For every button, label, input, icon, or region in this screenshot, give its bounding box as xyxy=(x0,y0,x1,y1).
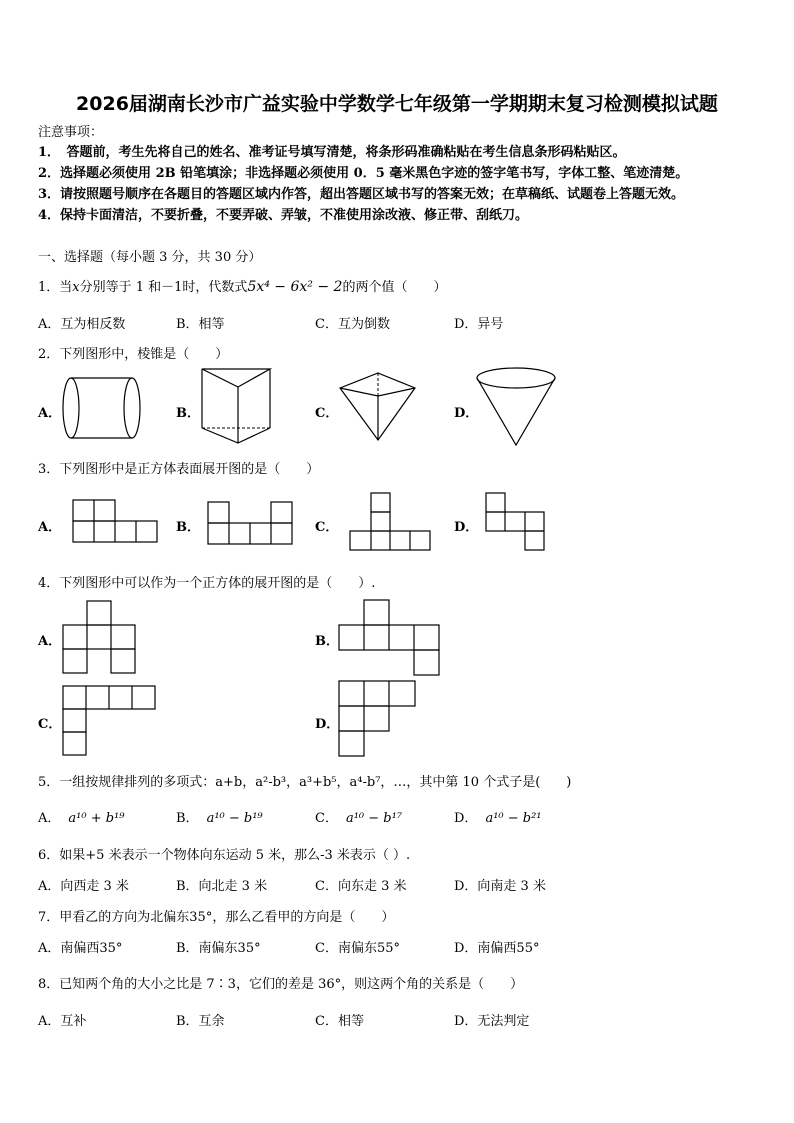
question-6: 6．如果+5 米表示一个物体向东运动 5 米，那么-3 米表示（ ）. xyxy=(38,848,411,863)
cone-figure xyxy=(476,366,561,448)
question-1 xyxy=(38,276,446,295)
q8-option-c[interactable]: C．相等 xyxy=(315,1014,364,1029)
q2-label-a[interactable]: A． xyxy=(38,406,62,421)
page-title: 2026届湖南长沙市广益实验中学数学七年级第一学期期末复习检测模拟试题 xyxy=(76,93,718,115)
q2-label-d[interactable]: D． xyxy=(454,406,479,421)
q5-option-d-expr: a¹⁰ − b²¹ xyxy=(485,811,542,826)
q3-label-b[interactable]: B． xyxy=(176,520,200,535)
q4-label-d[interactable]: D． xyxy=(315,717,340,732)
q1-pre: 1．当 xyxy=(38,280,73,295)
question-8: 8．已知两个角的大小之比是 7∶3，它们的差是 36°，则这两个角的关系是（ ） xyxy=(38,977,524,992)
q5-option-c-expr: a¹⁰ − b¹⁷ xyxy=(345,811,403,826)
q1-option-b[interactable]: B．相等 xyxy=(176,317,225,332)
q1-option-a[interactable]: A．互为相反数 xyxy=(38,317,126,332)
q8-option-b[interactable]: B．互余 xyxy=(176,1014,225,1029)
q6-option-a[interactable]: A．向西走 3 米 xyxy=(38,879,129,894)
q6-option-c[interactable]: C．向东走 3 米 xyxy=(315,879,407,894)
cylinder-figure xyxy=(60,375,150,445)
q4-net-a xyxy=(63,601,143,676)
q7-option-a[interactable]: A．南偏西35° xyxy=(38,941,123,956)
q8-option-d[interactable]: D．无法判定 xyxy=(454,1014,530,1029)
q5-option-c-label: C． xyxy=(315,811,338,826)
q5-option-b[interactable] xyxy=(176,807,263,826)
q3-label-d[interactable]: D． xyxy=(454,520,479,535)
q2-label-b[interactable]: B． xyxy=(176,406,200,421)
q8-option-a[interactable]: A．互补 xyxy=(38,1014,87,1029)
q3-label-c[interactable]: C． xyxy=(315,520,339,535)
q3-net-c xyxy=(350,493,440,553)
q1-option-c[interactable]: C．互为倒数 xyxy=(315,317,390,332)
q4-label-a[interactable]: A． xyxy=(38,634,62,649)
q2-label-c[interactable]: C． xyxy=(315,406,339,421)
q6-option-d[interactable]: D．向南走 3 米 xyxy=(454,879,546,894)
q5-option-b-expr: a¹⁰ − b¹⁹ xyxy=(206,811,263,826)
notice-item-4: 4．保持卡面清洁，不要折叠，不要弄破、弄皱，不准使用涂改液、修正带、刮纸刀。 xyxy=(38,208,529,223)
q7-option-c[interactable]: C．南偏东55° xyxy=(315,941,400,956)
question-5: 5．一组按规律排列的多项式：a+b，a²-b³，a³+b⁵，a⁴-b⁷，…，其中第 10 个式子是( ) xyxy=(38,775,572,790)
q5-option-a-label: A． xyxy=(38,811,61,826)
q7-option-b[interactable]: B．南偏东35° xyxy=(176,941,261,956)
q4-label-b[interactable]: B． xyxy=(315,634,339,649)
q1-variable: x xyxy=(72,280,80,295)
q4-label-c[interactable]: C． xyxy=(38,717,62,732)
q5-option-c[interactable] xyxy=(315,807,402,826)
q3-net-a xyxy=(73,500,163,550)
q5-option-d-label: D． xyxy=(454,811,478,826)
question-3: 3．下列图形中是正方体表面展开图的是（ ） xyxy=(38,462,320,477)
q1-post: 的两个值（ ） xyxy=(342,280,447,295)
q5-option-a[interactable] xyxy=(38,807,124,826)
prism-figure xyxy=(198,365,278,445)
q1-expression: 5x⁴ − 6x² − 2 xyxy=(247,279,343,295)
q5-option-b-label: B． xyxy=(176,811,199,826)
q1-mid: 分别等于 1 和－1时，代数式 xyxy=(79,280,248,295)
notice-item-3: 3．请按照题号顺序在各题目的答题区域内作答，超出答题区域书写的答案无效；在草稿纸、试题卷上答题无效。 xyxy=(38,187,685,202)
pyramid-figure xyxy=(338,370,418,445)
question-2: 2．下列图形中，棱锥是（ ） xyxy=(38,347,229,362)
q4-net-b xyxy=(339,600,444,676)
q7-option-d[interactable]: D．南偏西55° xyxy=(454,941,540,956)
q6-option-b[interactable]: B．向北走 3 米 xyxy=(176,879,268,894)
notice-item-2: 2．选择题必须使用 2B 铅笔填涂；非选择题必须使用 0．5 毫米黑色字迹的签字笔书写，字体工整、笔迹清楚。 xyxy=(38,166,689,181)
q3-label-a[interactable]: A． xyxy=(38,520,62,535)
q4-net-c xyxy=(63,686,158,758)
q5-option-a-expr: a¹⁰ + b¹⁹ xyxy=(68,811,125,826)
q5-option-d[interactable] xyxy=(454,807,542,826)
q3-net-d xyxy=(486,493,566,553)
notice-heading: 注意事项： xyxy=(38,125,104,140)
q3-net-b xyxy=(208,502,298,547)
notice-item-1: 1． 答题前，考生先将自己的姓名、准考证号填写清楚，将条形码准确粘贴在考生信息条形码粘贴区。 xyxy=(38,145,626,160)
question-4: 4．下列图形中可以作为一个正方体的展开图的是（ ）. xyxy=(38,576,376,591)
q4-net-d xyxy=(339,681,419,761)
q1-option-d[interactable]: D．异号 xyxy=(454,317,504,332)
section-heading: 一、选择题（每小题 3 分，共 30 分） xyxy=(38,250,262,265)
question-7: 7．甲看乙的方向为北偏东35°，那么乙看甲的方向是（ ） xyxy=(38,910,395,925)
